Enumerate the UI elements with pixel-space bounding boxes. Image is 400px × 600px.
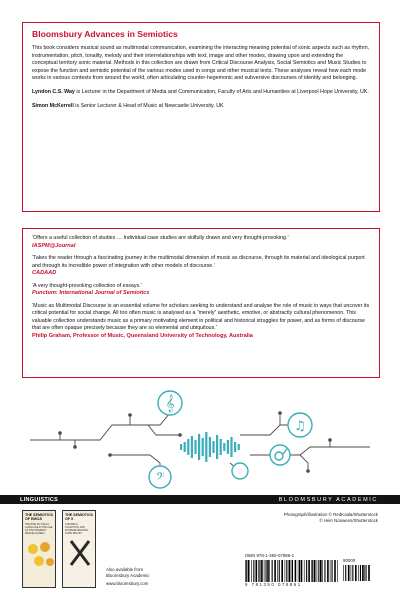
book-description: This book considers musical sound as multimodal communication, examining the interacting meaning potential of sonic aspects such as rhythm, instrumentation, pitch, tonality, melody and their interrelationships with text, image and other modes, drawing upon and extending the conceptual territory sonic material. Methods in this collection are drawn from Critical Discourse Analysis, Social Semiotics and Music Studies to expose the function and semiotic potential of the various modes used in songs and other musical texts. These analyses reveal how each mode works in various contexts from around the world, often articulating counter-hegemonic and subversive discourses of identity and belonging. [32,45,370,82]
barcode-line [343,565,344,581]
book-author: MARCEL DANESI [25,532,45,536]
publisher-label: BLOOMSBURY ACADEMIC [278,496,378,503]
barcode-line [291,560,292,582]
barcode-line [292,560,293,582]
author-bio [32,103,370,111]
barcode-line [314,560,316,582]
barcode-line [352,565,353,581]
barcode-line [322,560,323,582]
equalizer-bar [216,435,218,459]
publisher-website[interactable]: www.bloomsbury.com [106,581,149,586]
equalizer-bar [227,440,229,454]
barcode-line [330,560,331,582]
barcode-line [320,560,322,582]
book-title: THE SEMIOTICS OF X [65,513,93,522]
author-bio [32,89,370,97]
price-code: 90000 [343,558,356,563]
barcode-line [279,560,280,582]
book-author: JAMIN PELKEY [65,532,83,536]
barcode-line [362,565,364,581]
book-title: THE SEMIOTICS OF EMOJI [25,513,53,522]
barcode-line [318,560,319,582]
barcode-line [311,560,312,582]
review-quote: ‘Music as Multimodal Discourse is an essential volume for scholars seeking to understand and analyse the role of music in ways that uncover its critical potential for social change. All too often music is analysed as a “merely” aesthetic, emotive, or abstractly cultural phenomenon. This valuable collection understands music as a primary motivating element in political and historical struggles for power, and as forms of discourse that are often opaque precisely because they are so elemental and ubiquitous.’ [32,302,370,331]
review-quote: ‘Takes the reader through a fascinating journey in the multimodal dimension of music as discourse, through its material and ideological purport and through its incredible power of integration with other models of discourse.’ [32,255,365,269]
barcode-line [281,560,283,582]
barcode-line [360,565,361,581]
barcode-line [295,560,297,582]
review-source: IASPM@Journal [32,242,76,249]
also-available-book [22,510,56,588]
svg-text:𝄞: 𝄞 [165,394,175,412]
review [32,235,370,250]
also-available-book [62,510,96,588]
barcode-line [332,560,333,582]
node-circle [232,463,248,479]
review-source: Philip Graham, Professor of Music, Queensland University of Technology, Australia [32,332,253,339]
image-credits: Photograph/illustration © RedKoala/Shutterstock © Hein Nouwens/Shutterstock [283,512,378,523]
author-name: Lyndon C.S. Way [32,88,75,95]
review [32,255,370,278]
barcode-line [256,560,258,582]
barcode-line [355,565,357,581]
isbn-area [245,553,380,593]
barcode-line [264,560,265,582]
description-box [22,22,380,212]
barcode-line [277,560,278,582]
barcode-digits: 9 781350 079861 [245,582,302,587]
bass-clef-icon [149,466,171,488]
barcode-line [266,560,267,582]
barcode-line [269,560,270,582]
equalizer-bar [202,438,204,456]
barcode-line [298,560,299,582]
music-notes-icon [288,413,312,437]
barcode-line [366,565,367,581]
review [32,303,370,341]
equalizer-bar [220,439,222,455]
isbn-text: ISBN 978-1-350-07986-1 [245,553,295,558]
book-subtitle: CHIASMUS, COGNITION, AND EXTREME MEANING [65,523,89,533]
price-barcode [343,565,373,581]
review-source: Punctum: International Journal of Semiotics [32,290,150,296]
barcode-line [348,565,350,581]
barcode-line [306,560,307,582]
reviews-box [22,228,380,378]
equalizer-bar [205,432,207,462]
barcode-line [317,560,318,582]
barcode-line [358,565,359,581]
review-source: CADAAD [32,270,57,276]
barcode-line [258,560,259,582]
barcode-line [274,560,276,582]
barcode-line [312,560,313,582]
review-quote: ‘Offers a useful collection of studies … Individual case studies are skilfully drawn and very thought-provoking.’ [32,235,289,241]
equalizer-bar [212,441,214,453]
review [32,283,370,298]
barcode-line [261,560,263,582]
barcode-line [324,560,325,582]
barcode-line [364,565,365,581]
barcode-line [285,560,286,582]
equalizer-icon [180,432,240,462]
barcode-line [345,565,346,581]
author-name: Simon McKerrell [32,102,74,109]
barcode-line [251,560,252,582]
barcode-line [253,560,254,582]
barcode-line [246,560,247,582]
music-network-illustration [30,385,370,490]
equalizer-bar [194,440,196,454]
category-label: LINGUISTICS [20,496,59,503]
barcode-line [327,560,329,582]
treble-clef-icon [158,391,182,415]
barcode-line [289,560,291,582]
barcode-line [351,565,352,581]
barcode-line [334,560,336,582]
barcode-line [337,560,338,582]
x-cover-art [63,535,96,575]
equalizer-bar [184,442,186,452]
equalizer-bar [223,443,225,451]
author-bio-text: is Senior Lecturer & Head of Music at Newcastle University, UK [73,102,224,109]
equalizer-bar [209,437,211,457]
equalizer-bar [238,444,240,450]
barcode-line [299,560,300,582]
book-subtitle: THE RISE OF VISUAL LANGUAGE IN THE AGE OF THE INTERNET [25,523,53,533]
equalizer-bar [191,436,193,458]
footer-bar [0,495,400,504]
equalizer-bar [180,444,182,450]
equalizer-bar [234,442,236,452]
also-available-label: Also available from Bloomsbury Academic [106,567,150,578]
barcode-line [304,560,305,582]
svg-text:♫: ♫ [294,419,306,434]
barcode-line [248,560,250,582]
review-quote: ‘A very thought-provoking collection of essays.’ [32,282,142,289]
barcode-line [301,560,303,582]
barcode-line [272,560,273,582]
barcode-line [267,560,269,582]
barcode-line [286,560,287,582]
svg-text:𝄢: 𝄢 [155,471,165,486]
emoji-cover-art [23,535,56,575]
barcode [245,560,340,582]
barcode-line [308,560,310,582]
french-horn-icon [270,445,290,465]
barcode-line [245,560,246,582]
equalizer-bar [187,439,189,455]
series-title: Bloomsbury Advances in Semiotics [32,29,178,39]
barcode-line [368,565,370,581]
equalizer-bar [198,434,200,460]
barcode-line [259,560,260,582]
equalizer-bar [230,437,232,457]
author-bio-text: is Lecturer in the Department of Media and Communication, Faculty of Arts and Humanities at Liverpool Hope University, UK. [74,88,369,95]
